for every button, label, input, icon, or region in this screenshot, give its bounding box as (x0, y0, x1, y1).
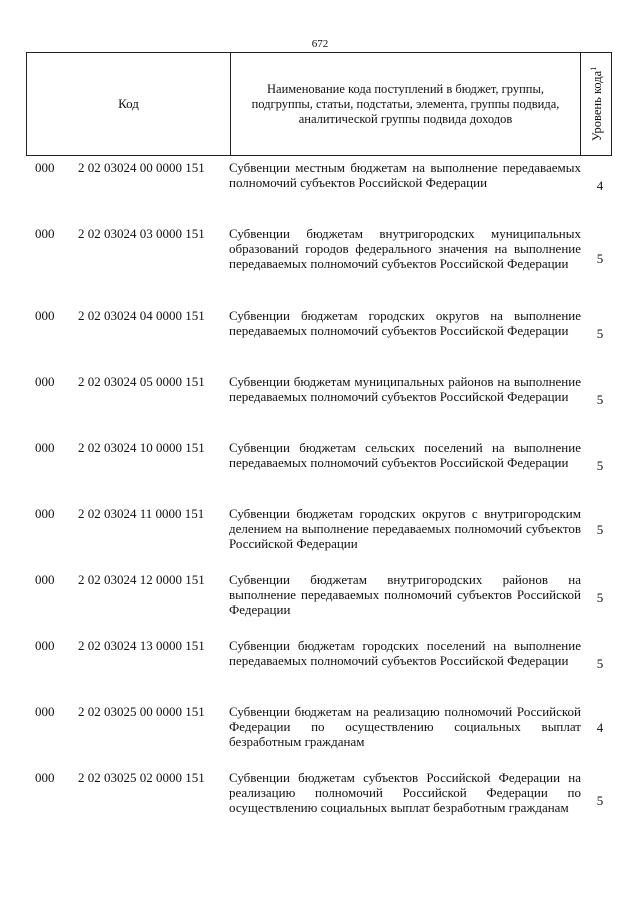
table-row (0, 506, 640, 572)
row-level: 5 (596, 326, 604, 341)
row-code: 2 02 03024 10 0000 151 (78, 440, 205, 455)
table-body (0, 160, 640, 852)
row-name: Субвенции бюджетам на реализацию полномочий Российской Федерации по осуществлению социальных выплат безработным гражданам (229, 704, 581, 749)
row-code: 2 02 03025 00 0000 151 (78, 704, 205, 719)
row-level: 4 (596, 720, 604, 735)
row-code: 2 02 03024 00 0000 151 (78, 160, 205, 175)
row-level: 5 (596, 392, 604, 407)
row-level: 5 (596, 590, 604, 605)
row-code: 2 02 03024 05 0000 151 (78, 374, 205, 389)
row-name: Субвенции бюджетам городских округов на выполнение передаваемых полномочий субъектов Российской Федерации (229, 308, 581, 338)
row-name: Субвенции местным бюджетам на выполнение передаваемых полномочий субъектов Российской Федерации (229, 160, 581, 190)
row-name: Субвенции бюджетам сельских поселений на выполнение передаваемых полномочий субъектов Российской Федерации (229, 440, 581, 470)
header-level-footnote: 1 (588, 66, 598, 71)
row-admin-code: 000 (35, 704, 55, 719)
row-code: 2 02 03024 12 0000 151 (78, 572, 205, 587)
table-row (0, 770, 640, 852)
row-admin-code: 000 (35, 506, 55, 521)
row-admin-code: 000 (35, 638, 55, 653)
row-level: 5 (596, 656, 604, 671)
row-code: 2 02 03024 03 0000 151 (78, 226, 205, 241)
table-row (0, 160, 640, 226)
row-level: 5 (596, 793, 604, 808)
header-name: Наименование кода поступлений в бюджет, группы, подгруппы, статьи, подстатьи, элемента, группы подвида, аналитической группы подвида доходов (251, 81, 560, 126)
row-admin-code: 000 (35, 770, 55, 785)
table-row (0, 638, 640, 704)
row-code: 2 02 03024 11 0000 151 (78, 506, 205, 521)
page-number: 672 (311, 38, 329, 50)
row-name: Субвенции бюджетам субъектов Российской Федерации на реализацию полномочий Российской Федерации по осуществлению социальных выплат безработным гражданам (229, 770, 581, 815)
row-admin-code: 000 (35, 160, 55, 175)
table-row (0, 440, 640, 506)
table-row (0, 226, 640, 308)
row-code: 2 02 03025 02 0000 151 (78, 770, 205, 785)
header-code: Код (118, 96, 139, 111)
table-header (26, 52, 612, 156)
row-level: 5 (596, 522, 604, 537)
row-admin-code: 000 (35, 226, 55, 241)
row-level: 5 (596, 458, 604, 473)
row-level: 4 (596, 178, 604, 193)
table-row (0, 308, 640, 374)
row-name: Субвенции бюджетам городских поселений на выполнение передаваемых полномочий субъектов Российской Федерации (229, 638, 581, 668)
row-name: Субвенции бюджетам городских округов с внутригородским делением на выполнение передаваемых полномочий субъектов Российской Федерации (229, 506, 581, 551)
header-level-label: Уровень кода (589, 70, 604, 142)
row-name: Субвенции бюджетам внутригородских районов на выполнение передаваемых полномочий субъектов Российской Федерации (229, 572, 581, 617)
table-row (0, 374, 640, 440)
row-name: Субвенции бюджетам муниципальных районов на выполнение передаваемых полномочий субъектов Российской Федерации (229, 374, 581, 404)
row-level: 5 (596, 251, 604, 266)
row-admin-code: 000 (35, 440, 55, 455)
row-admin-code: 000 (35, 572, 55, 587)
row-code: 2 02 03024 13 0000 151 (78, 638, 205, 653)
header-level-text (588, 67, 604, 141)
row-code: 2 02 03024 04 0000 151 (78, 308, 205, 323)
table-row (0, 704, 640, 770)
row-admin-code: 000 (35, 374, 55, 389)
row-name: Субвенции бюджетам внутригородских муниципальных образований городов федерального значения на выполнение передаваемых полномочий субъектов Российской Федерации (229, 226, 581, 271)
header-level (581, 53, 612, 155)
row-admin-code: 000 (35, 308, 55, 323)
table-row (0, 572, 640, 638)
